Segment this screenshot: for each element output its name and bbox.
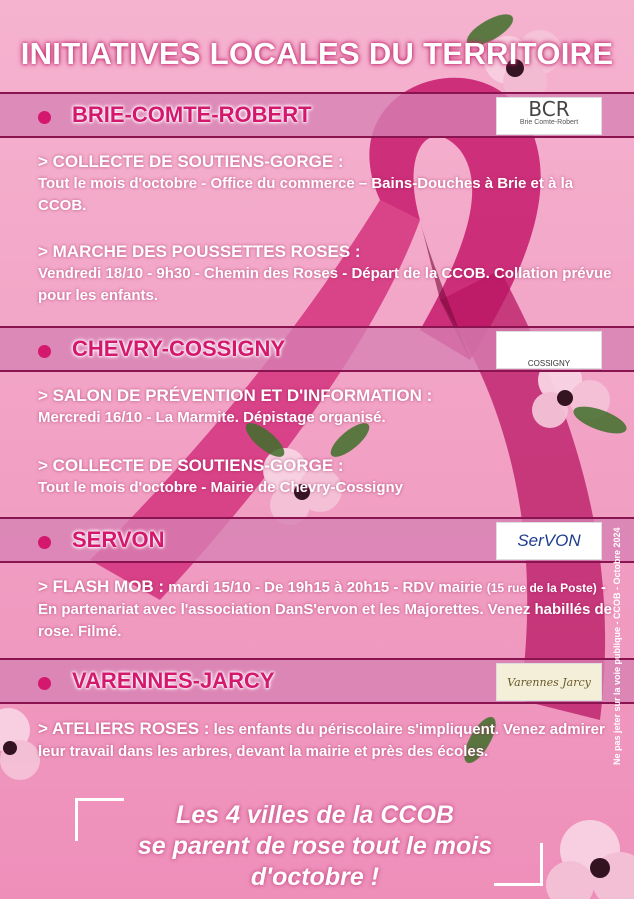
item-chevry-salon <box>38 385 613 429</box>
item-heading: > SALON DE PRÉVENTION ET D'INFORMATION : <box>38 386 433 405</box>
item-body: les enfants du périscolaire s'impliquent. Venez admirer leur travail dans les arbres, devant la mairie et près des écoles. <box>38 721 605 760</box>
town-name: SERVON <box>72 527 165 552</box>
quote-text: Les 4 villes de la CCOB se parent de rose tout le mois d'octobre ! <box>137 801 493 891</box>
item-brie-collecte <box>38 151 613 217</box>
item-body: Mercredi 16/10 - La Marmite. Dépistage organisé. <box>38 409 386 426</box>
item-body: Tout le mois d'octobre - Mairie de Chevry-Cossigny <box>38 479 404 496</box>
section-band-varennes <box>0 658 634 704</box>
item-body: Vendredi 18/10 - 9h30 - Chemin des Roses - Départ de la CCOB. Collation prévue pour les enfants. <box>38 265 612 304</box>
town-logo-brie: BCR Brie Comte-Robert <box>496 97 602 135</box>
item-heading: > COLLECTE DE SOUTIENS-GORGE : <box>38 152 344 171</box>
section-band-brie <box>0 92 634 138</box>
item-heading: > ATELIERS ROSES : <box>38 719 210 738</box>
bullet-dot <box>38 677 51 690</box>
bullet-dot <box>38 345 51 358</box>
town-logo-chevry: COSSIGNY <box>496 331 602 369</box>
item-chevry-collecte <box>38 455 613 499</box>
vertical-note: Ne pas jeter sur la voie publique - CCOB - Octobre 2024 <box>612 527 622 765</box>
item-varennes-ateliers <box>38 718 613 763</box>
item-body-address: (15 rue de la Poste) <box>486 581 597 595</box>
bullet-dot <box>38 111 51 124</box>
page-title: INITIATIVES LOCALES DU TERRITOIRE <box>20 36 614 71</box>
town-name: BRIE-COMTE-ROBERT <box>72 102 312 127</box>
bullet-dot <box>38 536 51 549</box>
town-logo-varennes: Varennes Jarcy <box>496 663 602 701</box>
town-name: CHEVRY-COSSIGNY <box>72 336 286 361</box>
town-name: VARENNES-JARCY <box>72 668 275 693</box>
item-body-part-a: mardi 15/10 - De 19h15 à 20h15 - RDV mairie <box>164 579 487 596</box>
item-brie-marche <box>38 241 613 307</box>
closing-quote <box>75 798 555 894</box>
item-heading: > FLASH MOB : <box>38 577 165 596</box>
item-heading: > MARCHE DES POUSSETTES ROSES : <box>38 242 361 261</box>
section-band-chevry <box>0 326 634 372</box>
item-body: Tout le mois d'octobre - Office du commerce – Bains-Douches à Brie et à la CCOB. <box>38 175 574 214</box>
section-band-servon <box>0 517 634 563</box>
item-heading: > COLLECTE DE SOUTIENS-GORGE : <box>38 456 344 475</box>
item-body-part-b: - En partenariat avec l'association DanS'ervon et les Majorettes. Venez habillés de rose. Filmé. <box>38 579 613 640</box>
item-servon-flashmob <box>38 576 613 643</box>
town-logo-servon: SerVON <box>496 522 602 560</box>
